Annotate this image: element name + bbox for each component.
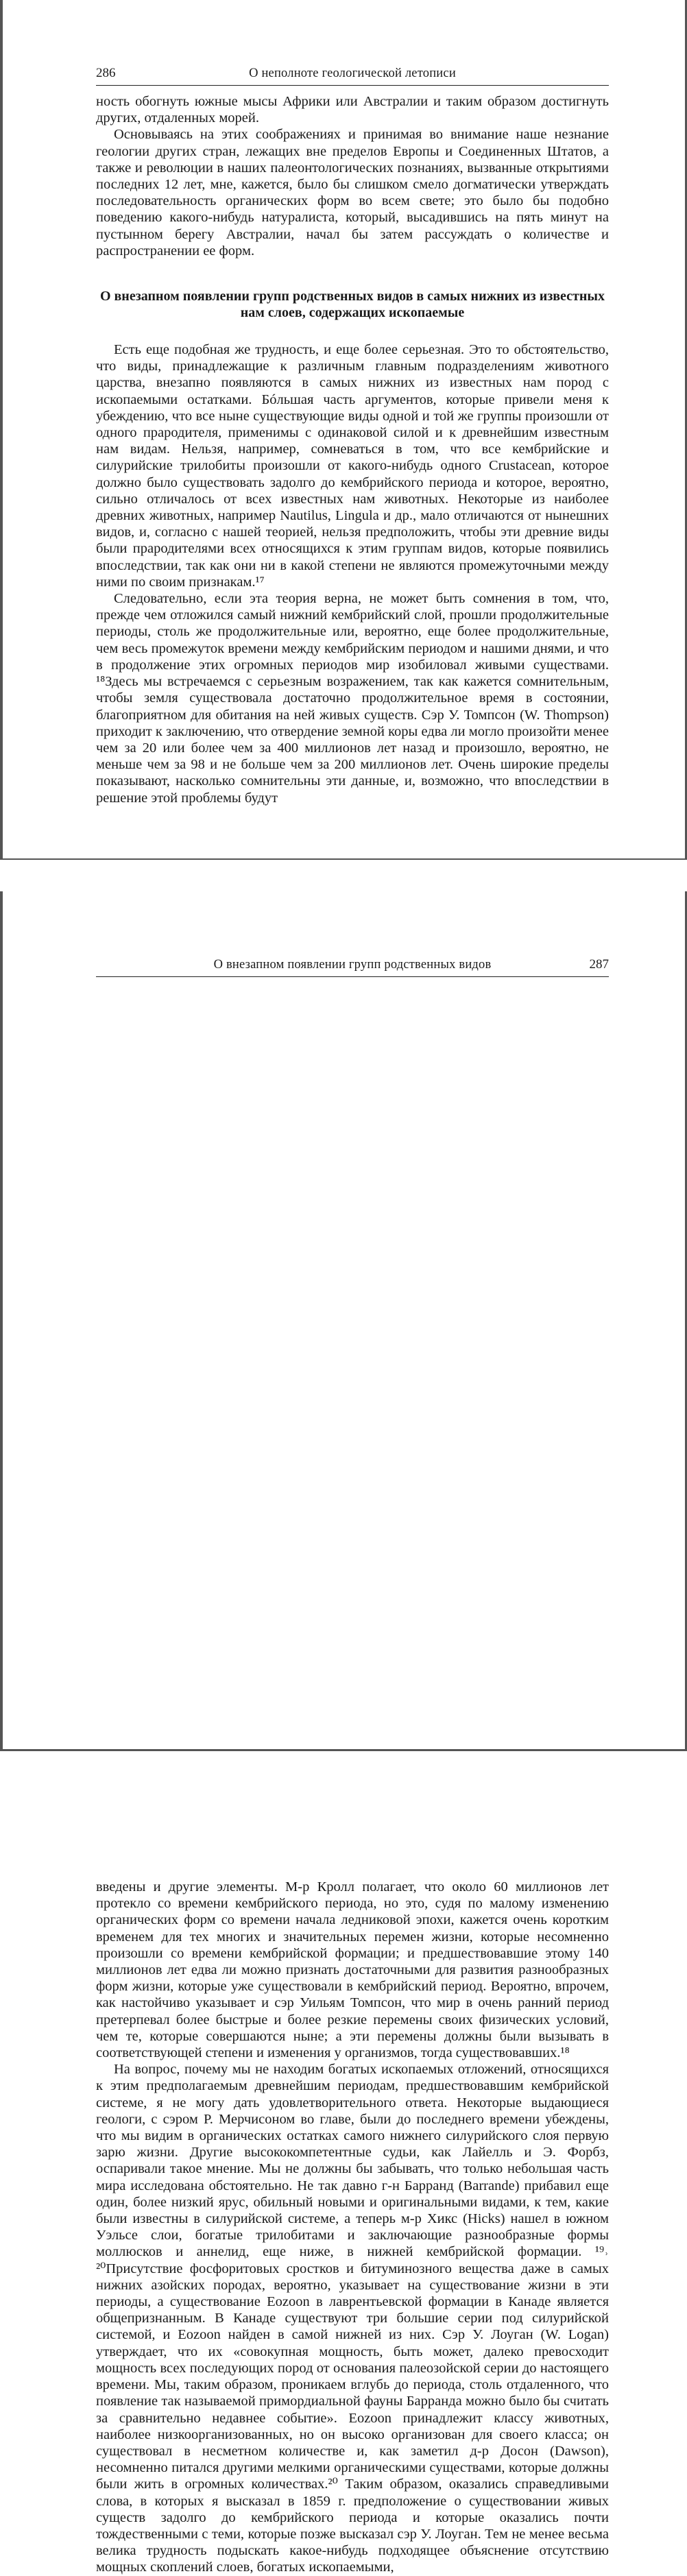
page-separator (0, 858, 687, 893)
page-border-left (0, 891, 3, 1751)
running-head-title: О неполноте геологической летописи (249, 67, 456, 80)
running-head-title: О внезапном появлении групп родственных видов (213, 958, 492, 972)
page-border-left (0, 0, 3, 858)
page-286 (0, 0, 687, 858)
paragraph: Следовательно, если эта теория верна, не может быть сомнения в том, что, прежде чем отложился самый нижний кембрийский слой, прошли продолжительные периоды, столь же продолжительные или, вероятно, еще более продолжительные, чем весь промежуток времени между кембрийским периодом и нашими днями, и что в продолжение этих огромных периодов мир изобиловал живыми существами. ¹⁸Здесь мы встречаемся с серьезным возражением, так как кажется сомнительным, чтобы земля существовала достаточно продолжительное время в состоянии, благоприятном для обитания на ней живых существ. Сэр У. Томпсон (W. Thompson) приходит к заключению, что отвердение земной коры едва ли могло произойти менее чем за 20 или более чем за 400 миллионов лет назад и произошло, вероятно, не меньше чем за 98 и не больше чем за 200 миллионов лет. Очень широкие пределы показывают, насколько сомнительны эти данные, и, возможно, что впоследствии в решение этой проблемы будут (96, 591, 609, 806)
page-287 (0, 891, 687, 2575)
page-number: 286 (96, 66, 116, 80)
paragraph: введены и другие элементы. М-р Кролл полагает, что около 60 миллионов лет протекло со времени кембрийского периода, но это, судя по малому изменению органических форм со времени начала ледниковой эпохи, кажется очень коротким временем для тех многих и значительных перемен жизни, которые несомненно произошли со времени кембрийской формации; и предшествовавшие этому 140 миллионов лет едва ли можно признать достаточными для развития разнообразных форм жизни, которые уже существовали в кембрийский период. Вероятно, впрочем, как настойчиво указывает и сэр Уильям Томпсон, что мир в очень ранний период претерпевал более быстрые и более резкие перемены своих физических условий, чем те, которые совершаются ныне; а эти перемены должны были вызывать в соответствующей степени и изменения у организмов, тогда существовавших.¹⁸ (96, 1879, 609, 2061)
body-text (96, 1879, 609, 2576)
section-heading: О внезапном появлении групп родственных видов в самых нижних из известных нам слоев, содержащих ископаемые (99, 289, 605, 321)
paragraph: ность обогнуть южные мысы Африки или Австралии и таким образом достигнуть других, отдаленных морей. (96, 94, 609, 126)
paragraph: Основываясь на этих соображениях и принимая во внимание наше незнание геологии других стран, лежащих вне пределов Европы и Соединенных Штатов, а также и революции в наших палеонтологических познаниях, вызванные открытиями последних 12 лет, мне, кажется, было бы слишком смело догматически утверждать последовательность органических форм во всем свете; это было бы подобно поведению какого-нибудь натуралиста, который, высадившись на пять минут на пустынном берегу Австралии, начал бы затем рассуждать о количестве и распространении ее форм. (96, 127, 609, 258)
paragraph: На вопрос, почему мы не находим богатых ископаемых отложений, относящихся к этим предполагаемым древнейшим периодам, предшествовавшим кембрийской системе, я не могу дать удовлетворительного ответа. Некоторые выдающиеся геологи, с сэром Р. Мерчисоном во главе, были до последнего времени убеждены, что мы видим в органических остатках самого нижнего силурийского слоя первую зарю жизни. Другие высококомпетентные судьи, как Лайелль и Э. Форбз, оспаривали такое мнение. Мы не должны бы забывать, что только небольшая часть мира исследована обстоятельно. Не так давно г-н Барранд (Barrande) прибавил еще один, более низкий ярус, обильный новыми и оригинальными видами, к тем, какие были известны в силурийской системе, а теперь м-р Хикс (Hicks) нашел в южном Уэльсе слои, богатые трилобитами и заключающие разнообразные формы моллюсков и аннелид, еще ниже, в нижней кембрийской формации. ¹⁹˒ ²⁰Присутствие фосфоритовых сростков и битуминозного вещества даже в самых нижних азойских породах, вероятно, указывает на существование жизни в эти периоды, а существование Eozoon в лаврентьевской формации в Канаде является общепризнанным. В Канаде существуют три большие серии под силурийской системой, и Eozoon найден в самой нижней из них. Сэр У. Лоуган (W. Logan) утверждает, что их «совокупная мощность, быть может, далеко превосходит мощность всех последующих пород от основания палеозойской серии до настоящего времени. Мы, таким образом, проникаем вглубь до периода, столь отдаленного, что появление так называемой примордиальной фауны Барранда можно было бы считать за сравнительно недавнее событие». Eozoon принадлежит классу животных, наиболее низкоорганизованных, но он высоко организован для своего класса; он существовал в несметном количестве и, как заметил д-р Досон (Dawson), несомненно питался другими мелкими органическими существами, которые должны были жить в огромных количествах.²⁰ Таким образом, оказались справедливыми слова, в которых я высказал в 1859 г. предположение о существовании живых существ задолго до кембрийского периода и которые оказались почти тождественными с теми, которые позже высказал сэр У. Лоуган. Тем не менее весьма велика трудность подыскать какое-нибудь подходящее объяснение отсутствию мощных скоплений слоев, богатых ископаемыми, (96, 2062, 609, 2575)
paragraph: Есть еще подобная же трудность, и еще более серьезная. Это то обстоятельство, что виды, принадлежащие к различным главным подразделениям животного царства, внезапно появляются в самых нижних из известных нам пород с ископаемыми остатками. Бóльшая часть аргументов, которые привели меня к убеждению, что все ныне существующие виды одной и той же группы произошли от одного прародителя, применимы с одинаковой силой и к древнейшим известным нам видам. Нельзя, например, сомневаться в том, что все кембрийские и силурийские трилобиты произошли от какого-нибудь одного Crustacean, которое должно было существовать задолго до кембрийского периода и которое, вероятно, сильно отличалось от всех известных нам животных. Некоторые из наиболее древних животных, например Nautilus, Lingula и др., мало отличаются от нынешних видов, и, согласно с нашей теорией, нельзя предположить, чтобы эти древние виды были прародителями всех относящихся к этим группам видов, которые появились впоследствии, так как они ни в какой степени не являются промежуточными между ними по своим признакам.¹⁷ (96, 342, 609, 590)
page-number: 287 (589, 957, 609, 972)
body-text (96, 93, 609, 806)
running-header (96, 954, 609, 977)
running-header (96, 63, 609, 86)
